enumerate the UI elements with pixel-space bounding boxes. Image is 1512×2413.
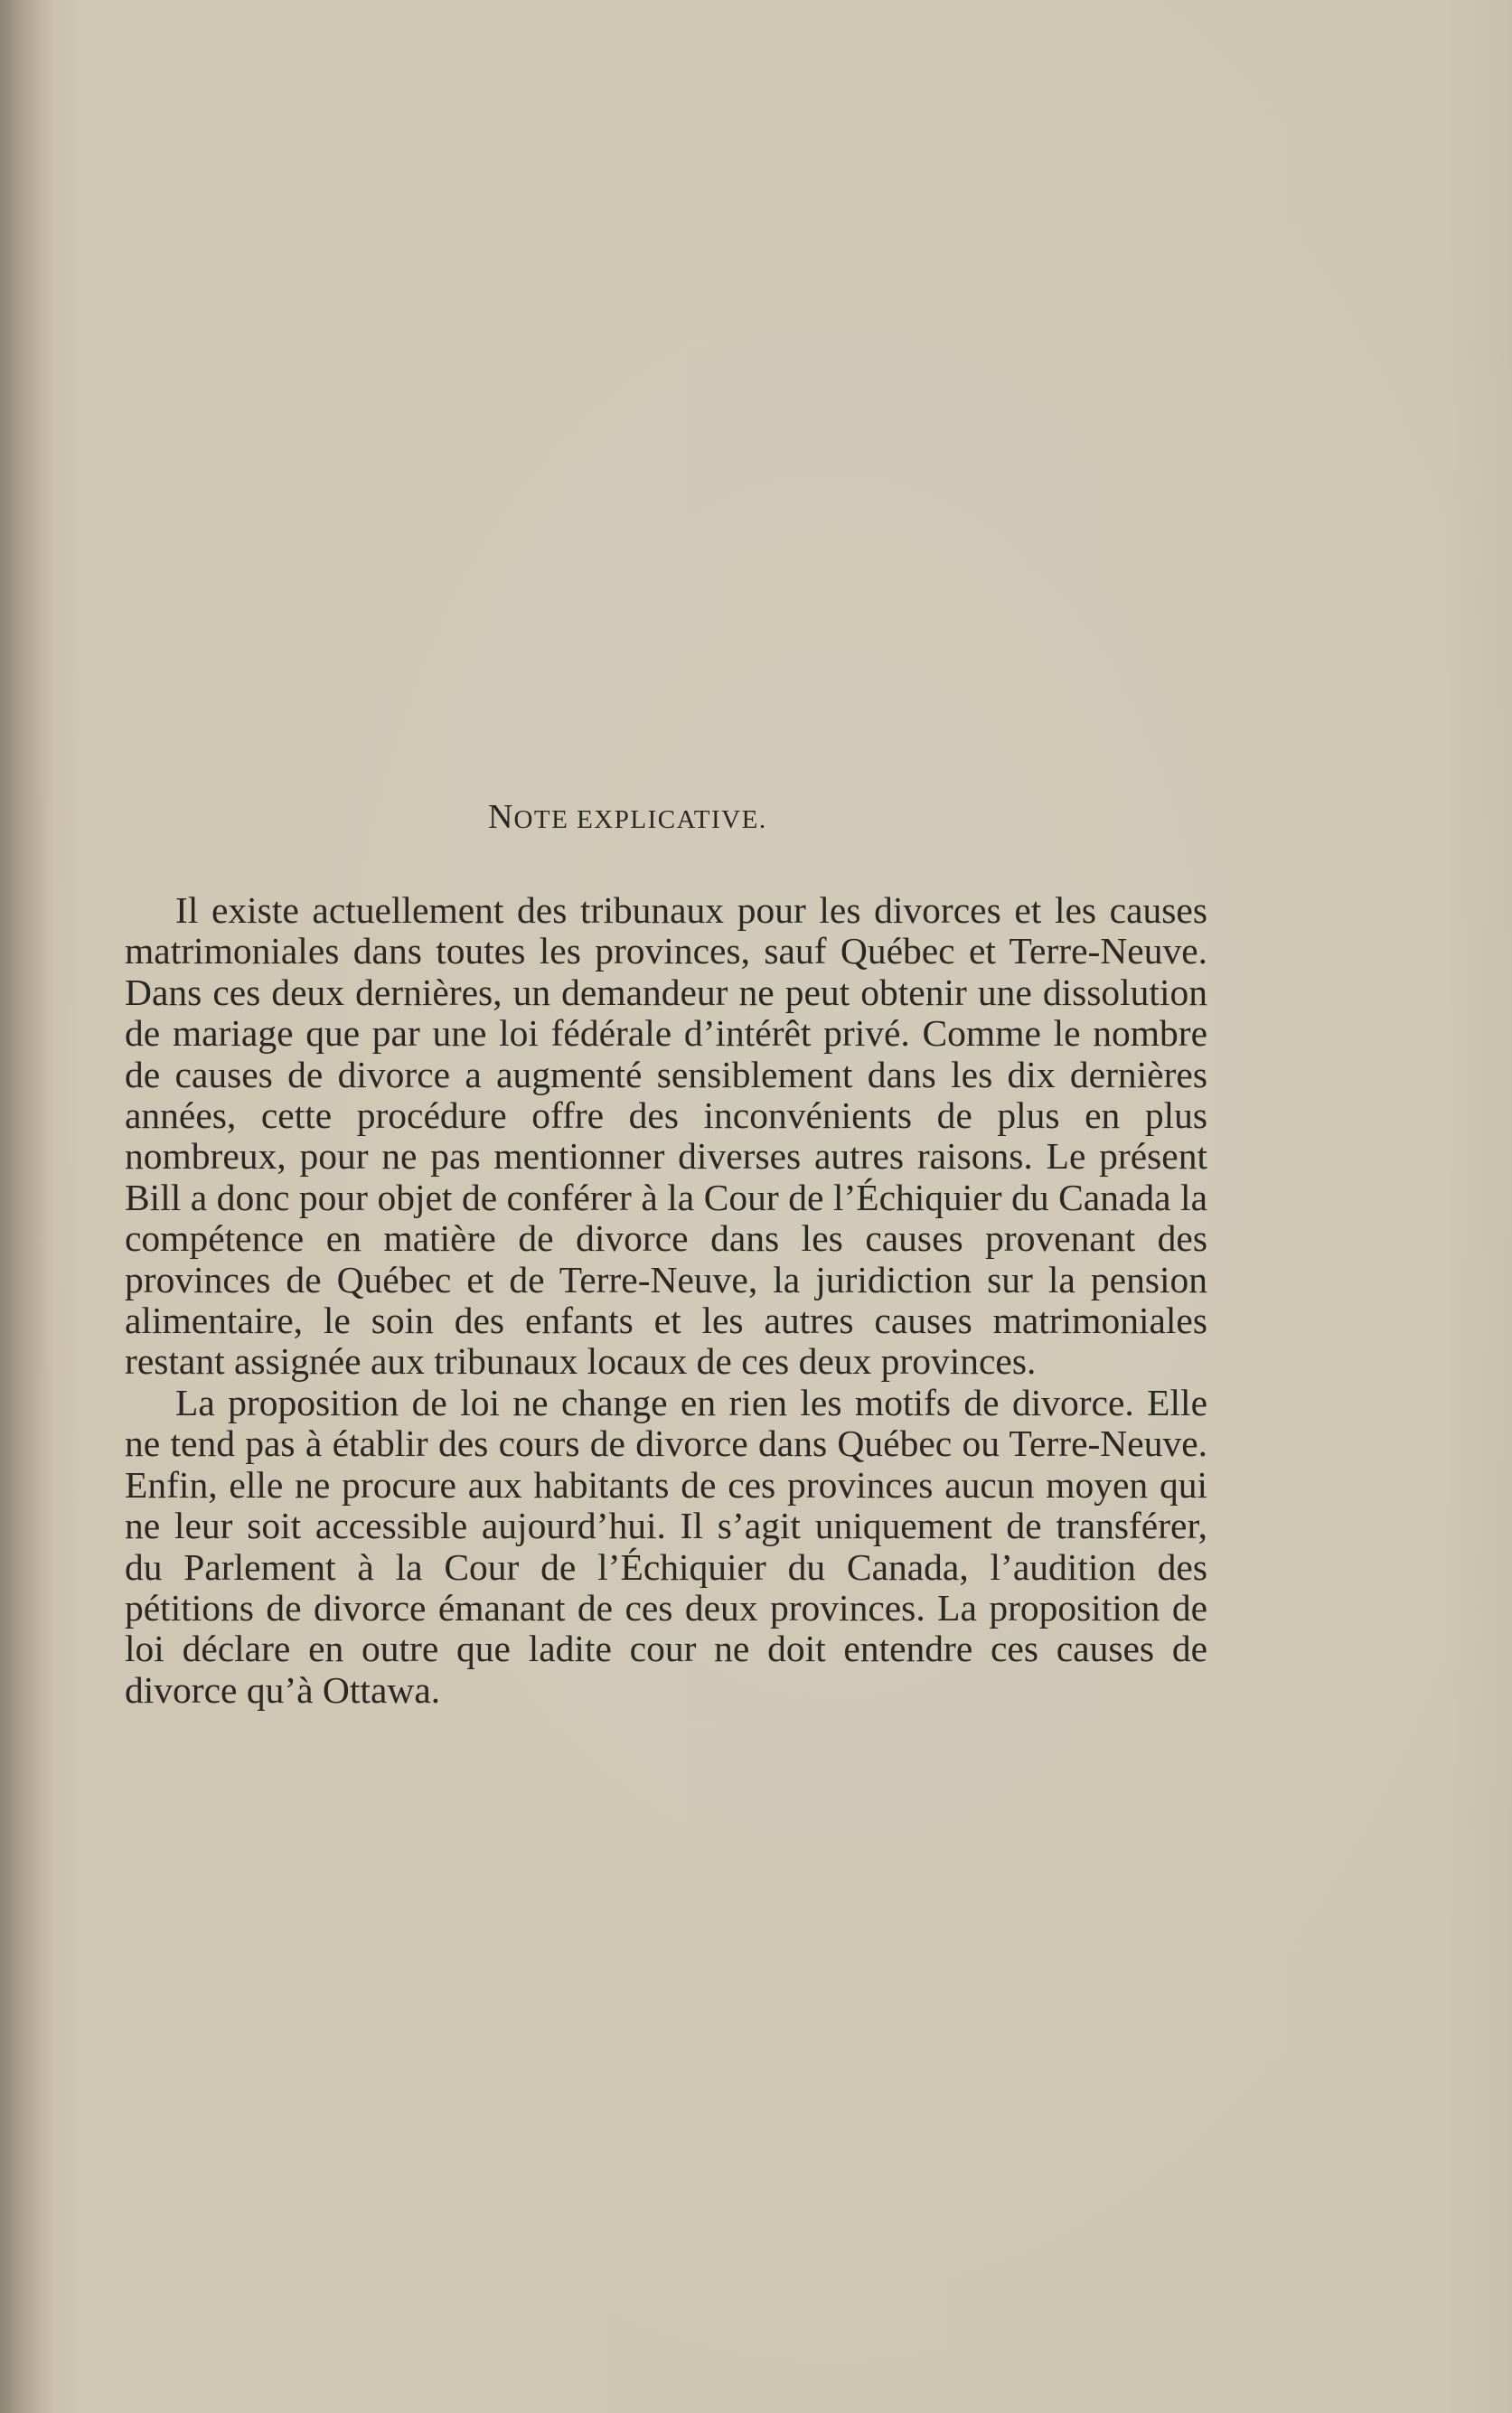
explanatory-note-body [125, 890, 1207, 1711]
heading-initial: N [488, 798, 514, 836]
note-heading [488, 797, 767, 837]
paragraph-1: Il existe actuellement des tribunaux pour les divorces et les causes matrimoniales dans toutes les provinces, sauf Québec et Terre-Neuve. Dans ces deux dernières, un demandeur ne peut obtenir une dissolution de mariage que par une loi fédérale d’intérêt privé. Comme le nombre de causes de divorce a augmenté sensiblement dans les dix dernières années, cette procédure offre des inconvénients de plus en plus nombreux, pour ne pas mentionner diverses autres raisons. Le présent Bill a donc pour objet de conférer à la Cour de l’Échiquier du Canada la compétence en matière de divorce dans les causes provenant des provinces de Québec et de Terre-Neuve, la juridiction sur la pension alimentaire, le soin des enfants et les autres causes matrimoniales restant assignée aux tribunaux locaux de ces deux provinces. [125, 889, 1207, 1383]
paragraph-2: La proposition de loi ne change en rien les motifs de divorce. Elle ne tend pas à établir des cours de divorce dans Québec ou Terre-Neuve. Enfin, elle ne procure aux habitants de ces provinces aucun moyen qui ne leur soit accessible aujourd’hui. Il s’agit uniquement de transférer, du Parlement à la Cour de l’Échiquier du Canada, l’audition des pétitions de divorce émanant de ces deux provinces. La proposition de loi déclare en outre que ladite cour ne doit entendre ces causes de divorce qu’à Ottawa. [125, 1381, 1207, 1711]
binding-shadow [0, 0, 54, 2413]
heading-smallcaps: OTE EXPLICATIVE. [513, 805, 767, 834]
